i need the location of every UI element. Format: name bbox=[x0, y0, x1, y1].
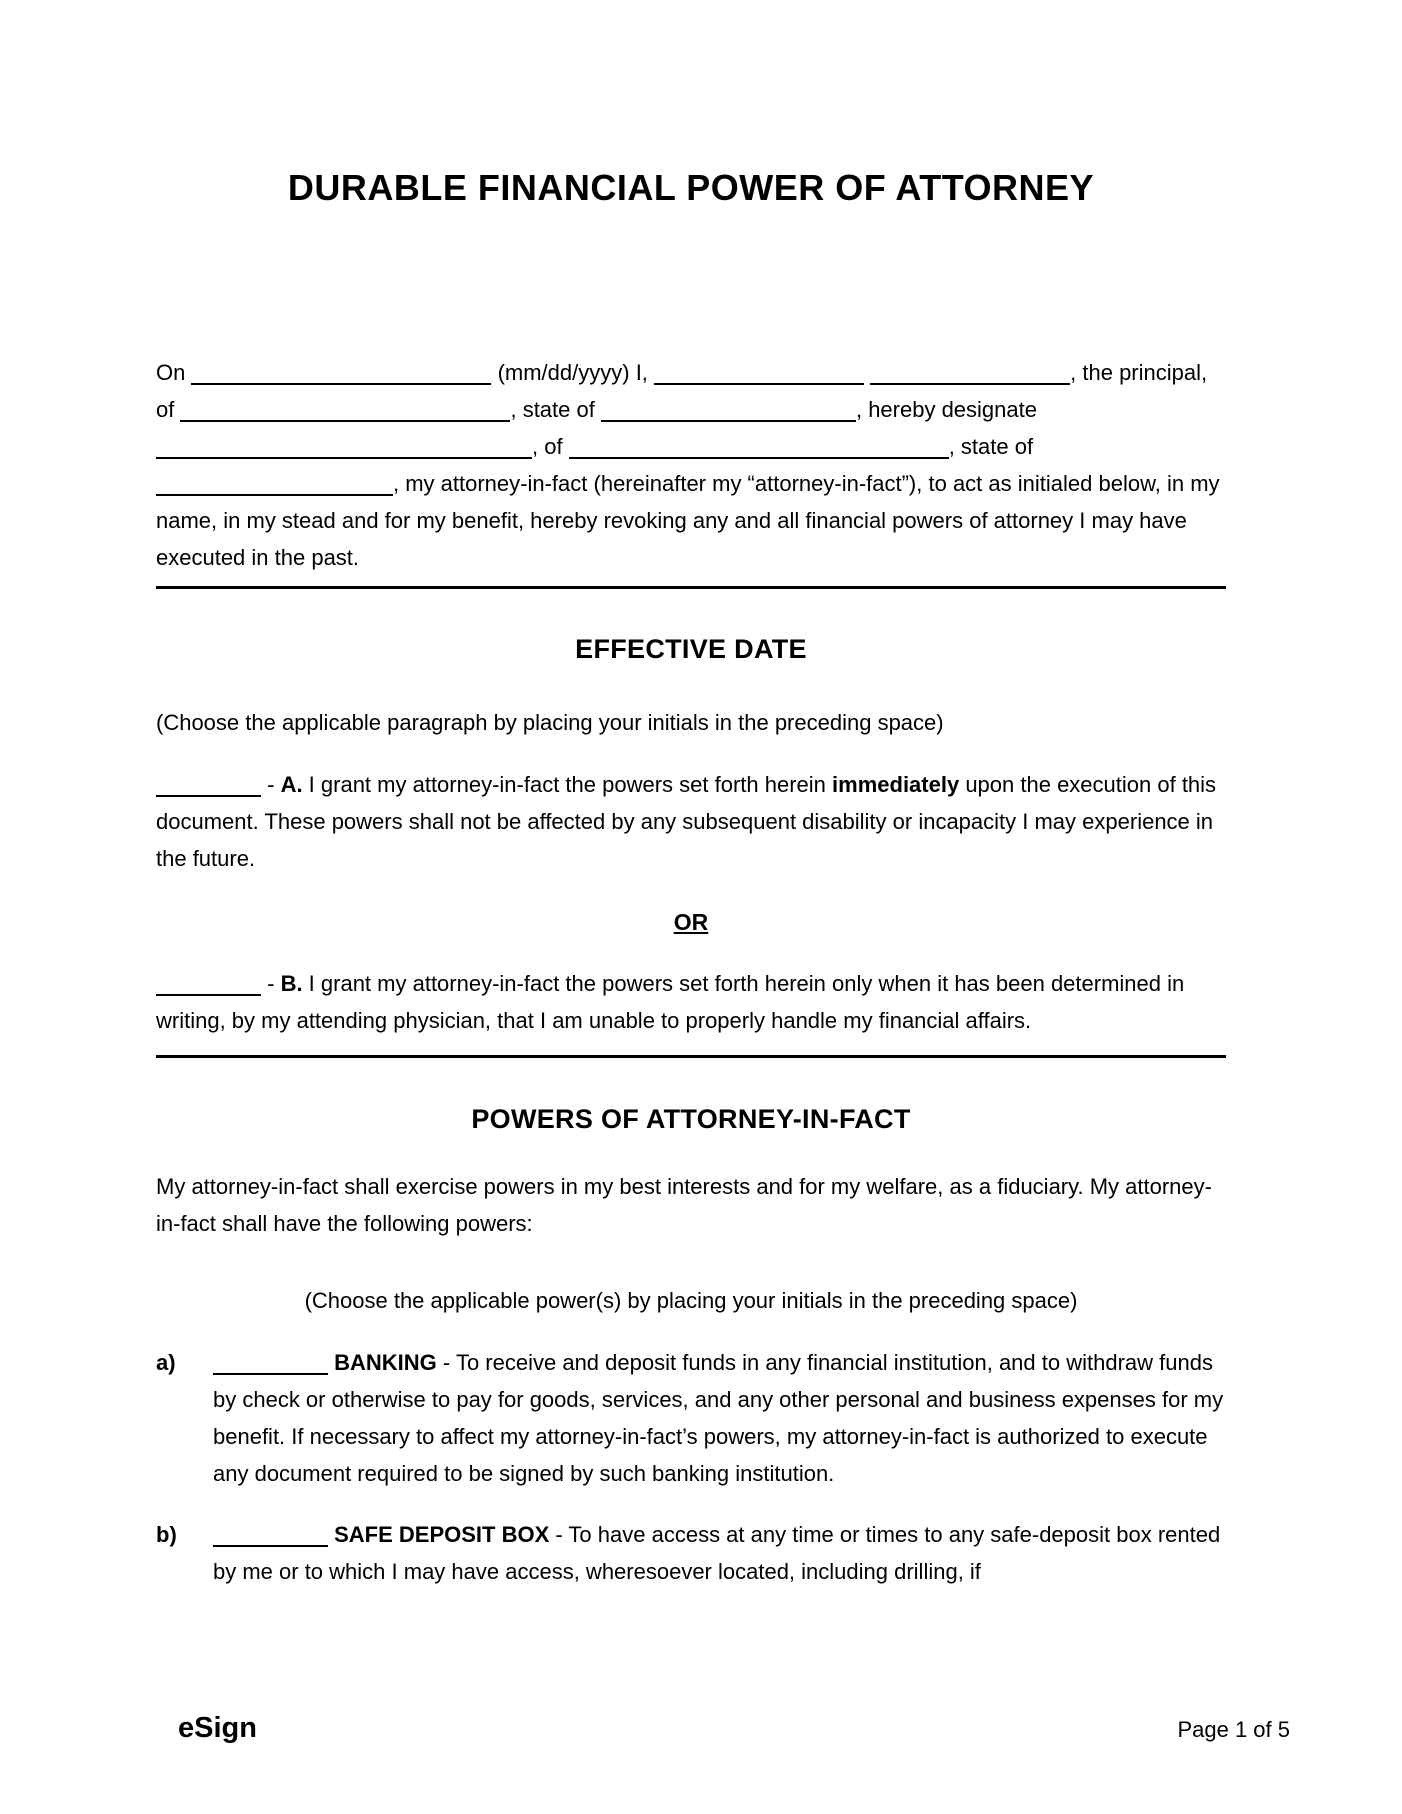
option-a-paragraph bbox=[156, 766, 1226, 877]
intro-text: , state of bbox=[948, 434, 1034, 459]
powers-instruction: (Choose the applicable power(s) by placing your initials in the preceding space) bbox=[304, 1288, 1078, 1313]
intro-text: On bbox=[156, 360, 192, 385]
blank-option-a-initials[interactable] bbox=[156, 772, 261, 797]
effective-date-instruction: (Choose the applicable paragraph by placing your initials in the preceding space) bbox=[156, 710, 944, 735]
intro-text: , hereby designate bbox=[855, 397, 1037, 422]
blank-principal-address[interactable] bbox=[180, 397, 510, 422]
blank-execution-date[interactable] bbox=[191, 360, 491, 385]
blank-agent-state[interactable] bbox=[156, 471, 393, 496]
blank-agent-address[interactable] bbox=[569, 434, 949, 459]
document-title: DURABLE FINANCIAL POWER OF ATTORNEY bbox=[287, 167, 1095, 208]
powers-intro-paragraph: My attorney-in-fact shall exercise powers in my best interests and for my welfare, as a fiduciary. My attorney-in-fact shall have the following powers: bbox=[156, 1174, 1212, 1236]
power-item-marker: a) bbox=[156, 1350, 176, 1375]
page-number: Page 1 of 5 bbox=[1177, 1717, 1290, 1742]
section-divider bbox=[156, 586, 1226, 589]
intro-text: , of bbox=[532, 434, 569, 459]
intro-text: , my attorney-in-fact (hereinafter my “attorney-in-fact”), to act as initialed below, in my name, in my stead and for my benefit, hereby revoking any and all financial powers of attorney I may have executed in the past. bbox=[156, 471, 1220, 570]
blank-option-b-initials[interactable] bbox=[156, 971, 261, 996]
esign-logo: eSign bbox=[178, 1712, 257, 1744]
power-item-safe-deposit-box bbox=[156, 1516, 1226, 1590]
option-b-text: - bbox=[261, 971, 281, 996]
blank-safe-deposit-initials[interactable] bbox=[213, 1522, 328, 1547]
power-item-title: SAFE DEPOSIT BOX bbox=[334, 1522, 550, 1547]
intro-text: (mm/dd/yyyy) I, bbox=[491, 360, 655, 385]
power-item-text: - To have access at any time or times to any safe-deposit box rented by me or to which I may have access, wheresoever located, including drilling, if bbox=[213, 1522, 1221, 1584]
option-b-label: B. bbox=[280, 971, 303, 996]
intro-text: , state of bbox=[510, 397, 601, 422]
blank-banking-initials[interactable] bbox=[213, 1350, 328, 1375]
power-item-body bbox=[213, 1516, 1226, 1590]
blank-principal-name-1[interactable] bbox=[654, 360, 864, 385]
blank-principal-name-2[interactable] bbox=[870, 360, 1070, 385]
powers-heading: POWERS OF ATTORNEY-IN-FACT bbox=[471, 1104, 911, 1134]
blank-agent-name[interactable] bbox=[156, 434, 532, 459]
blank-principal-state[interactable] bbox=[601, 397, 856, 422]
option-a-emphasis: immediately bbox=[832, 772, 960, 797]
power-item-text: - To receive and deposit funds in any financial institution, and to withdraw funds by check or otherwise to pay for goods, services, and any other personal and business expenses for my benefit. If necessary to affect my attorney-in-fact’s powers, my attorney-in-fact is authorized to execute any document required to be signed by such banking institution. bbox=[213, 1350, 1224, 1486]
effective-date-heading: EFFECTIVE DATE bbox=[575, 634, 807, 664]
option-a-label: A. bbox=[280, 772, 303, 797]
power-item-marker: b) bbox=[156, 1522, 177, 1547]
page-footer bbox=[178, 1712, 1290, 1745]
power-item-title: BANKING bbox=[334, 1350, 437, 1375]
option-b-paragraph bbox=[156, 965, 1226, 1039]
power-item-banking bbox=[156, 1344, 1226, 1492]
option-b-text: I grant my attorney-in-fact the powers set forth herein only when it has been determined in writing, by my attending physician, that I am unable to properly handle my financial affairs. bbox=[156, 971, 1185, 1033]
intro-text: , the principal, of bbox=[156, 360, 1208, 422]
section-divider bbox=[156, 1055, 1226, 1058]
option-a-text: - bbox=[261, 772, 281, 797]
option-a-text: upon the execution of this document. These powers shall not be affected by any subsequent disability or incapacity I may experience in the future. bbox=[156, 772, 1217, 871]
or-separator: OR bbox=[673, 909, 709, 935]
power-item-body bbox=[213, 1344, 1226, 1492]
option-a-text: I grant my attorney-in-fact the powers set forth herein bbox=[302, 772, 833, 797]
or-separator-line bbox=[156, 904, 1226, 941]
intro-paragraph bbox=[156, 354, 1226, 576]
